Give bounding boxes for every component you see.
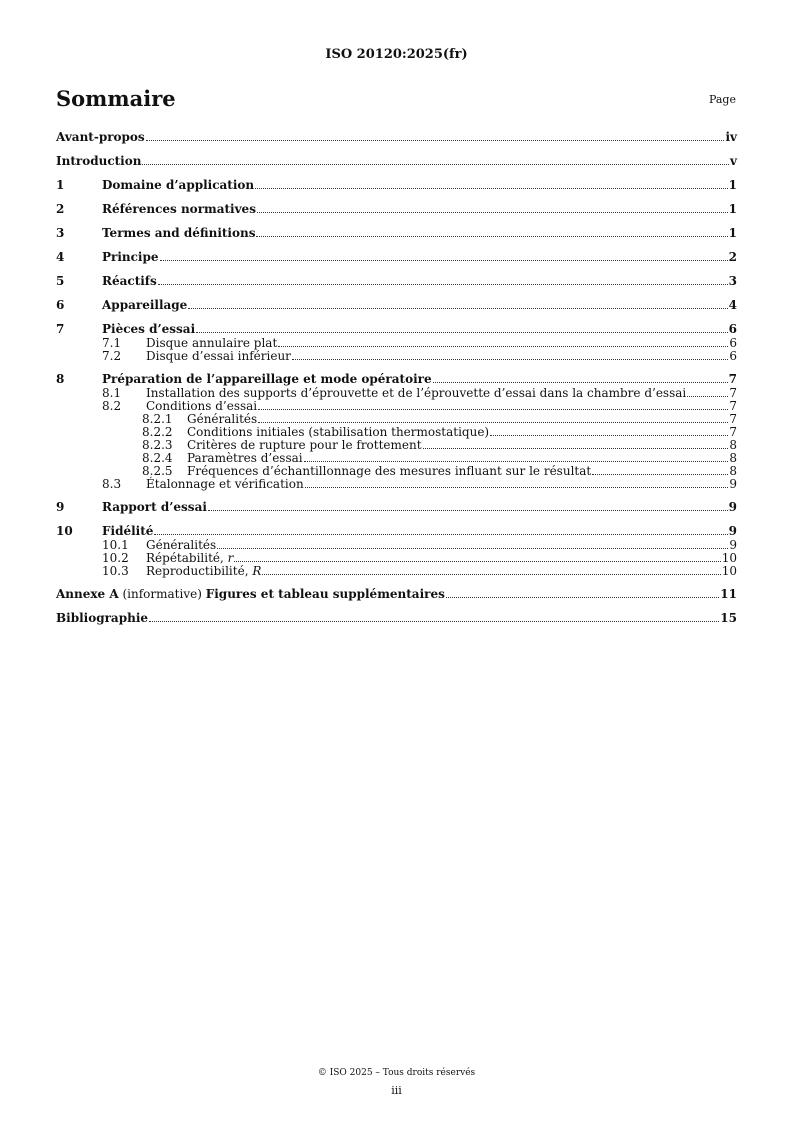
dot-leader — [234, 561, 720, 562]
toc-entry-number: 10.2 — [102, 551, 129, 565]
toc-entry-label: Disque d’essai inférieur — [146, 349, 291, 363]
dot-leader — [146, 140, 725, 141]
dot-leader — [433, 382, 728, 383]
toc-entry-page: 7 — [728, 372, 737, 386]
toc-entry-number: 8.2.3 — [142, 438, 173, 452]
toc-entry-introduction[interactable] — [56, 154, 737, 169]
toc-entry-page: 8 — [729, 464, 737, 478]
toc-entry-number: 7.1 — [102, 336, 122, 350]
dot-leader — [142, 164, 729, 165]
toc-entry-label: Critères de rupture pour le frottement — [187, 438, 422, 452]
toc-entry-section-8[interactable] — [56, 372, 737, 387]
toc-entry-page: iv — [725, 130, 737, 144]
toc-entry-section-10-3[interactable] — [56, 565, 737, 578]
toc-entry-page: 10 — [721, 551, 737, 565]
toc-entry-number: 7.2 — [102, 349, 122, 363]
toc-entry-section-3[interactable] — [56, 226, 737, 241]
toc-entry-label: Fidélité — [102, 524, 154, 538]
toc-entry-number: 5 — [56, 274, 65, 288]
toc-entry-number: 9 — [56, 500, 65, 514]
toc-entry-number: 10 — [56, 524, 73, 538]
toc-entry-number: 8 — [56, 372, 65, 386]
toc-entry-label: Fréquences d’échantillonnage des mesures influant sur le résultat — [187, 464, 592, 478]
toc-entry-number: 7 — [56, 322, 65, 336]
toc-entry-avant-propos[interactable] — [56, 130, 737, 145]
toc-entry-label-text: Répétabilité, — [146, 551, 228, 565]
dot-leader — [188, 308, 727, 309]
table-of-contents — [56, 130, 737, 626]
toc-entry-label: Généralités — [187, 412, 258, 426]
toc-entry-section-9[interactable] — [56, 500, 737, 515]
toc-entry-label: Étalonnage et vérification — [146, 477, 304, 491]
toc-entry-number: 8.2.1 — [142, 412, 173, 426]
toc-entry-label: Disque annulaire plat — [146, 336, 278, 350]
dot-leader — [305, 487, 729, 488]
toc-entry-page: 9 — [729, 538, 737, 552]
toc-entry-section-7-2[interactable] — [56, 350, 737, 363]
toc-entry-label: Références normatives — [102, 202, 256, 216]
dot-leader — [255, 188, 728, 189]
toc-entry-label-text: Reproductibilité, — [146, 564, 253, 578]
toc-entry-label: Appareillage — [102, 298, 188, 312]
dot-leader — [292, 359, 728, 360]
toc-entry-label: Termes and définitions — [102, 226, 256, 240]
toc-entry-page: 9 — [728, 500, 737, 514]
toc-entry-page: 9 — [728, 524, 737, 538]
toc-entry-page: 1 — [728, 226, 737, 240]
toc-entry-page: 6 — [729, 349, 737, 363]
toc-entry-label: Pièces d’essai — [102, 322, 196, 336]
toc-entry-page: 1 — [728, 178, 737, 192]
toc-entry-page: 9 — [729, 477, 737, 491]
dot-leader — [278, 346, 728, 347]
toc-entry-number: 3 — [56, 226, 65, 240]
dot-leader — [208, 510, 728, 511]
dot-leader — [446, 597, 719, 598]
toc-entry-label — [56, 587, 445, 602]
toc-entry-annex-a[interactable] — [56, 587, 737, 602]
dot-leader — [154, 534, 727, 535]
toc-entry-label: Domaine d’application — [102, 178, 255, 192]
toc-entry-section-8-3[interactable] — [56, 478, 737, 491]
toc-entry-number: 8.1 — [102, 386, 122, 400]
toc-entry-page: 7 — [729, 425, 737, 439]
toc-entry-label: Généralités — [146, 538, 217, 552]
toc-entry-variable: r — [227, 551, 234, 565]
toc-entry-page: 6 — [729, 336, 737, 350]
toc-entry-number: 8.2 — [102, 399, 122, 413]
toc-entry-label: Introduction — [56, 154, 142, 168]
toc-entry-page: 15 — [720, 611, 737, 625]
page-title: Sommaire — [56, 86, 176, 111]
toc-entry-number: 10.1 — [102, 538, 129, 552]
toc-entry-page: 7 — [729, 386, 737, 400]
toc-entry-number: 6 — [56, 298, 65, 312]
annex-label: Annexe A — [56, 587, 119, 601]
toc-entry-label: Conditions d’essai — [146, 399, 258, 413]
toc-entry-label: Bibliographie — [56, 611, 149, 625]
toc-entry-number: 2 — [56, 202, 65, 216]
toc-entry-label: Préparation de l’appareillage et mode opératoire — [102, 372, 432, 386]
toc-entry-section-5[interactable] — [56, 274, 737, 289]
toc-entry-label: Principe — [102, 250, 159, 264]
toc-entry-page: 7 — [729, 412, 737, 426]
toc-entry-number: 1 — [56, 178, 65, 192]
dot-leader — [258, 409, 728, 410]
dot-leader — [257, 212, 728, 213]
toc-entry-page: 3 — [728, 274, 737, 288]
toc-entry-label: Installation des supports d’éprouvette et de l’éprouvette d’essai dans la chambre d’essai — [146, 386, 687, 400]
toc-entry-number: 8.3 — [102, 477, 122, 491]
toc-entry-page: 6 — [728, 322, 737, 336]
toc-entry-label: Avant-propos — [56, 130, 145, 144]
toc-entry-page: 8 — [729, 451, 737, 465]
dot-leader — [217, 548, 728, 549]
toc-entry-label: Paramètres d’essai — [187, 451, 303, 465]
toc-entry-label: Conditions initiales (stabilisation thermostatique) — [187, 425, 490, 439]
toc-entry-variable: R — [252, 564, 262, 578]
toc-entry-section-4[interactable] — [56, 250, 737, 265]
toc-entry-section-7[interactable] — [56, 322, 737, 337]
dot-leader — [423, 448, 729, 449]
toc-entry-page: 7 — [729, 399, 737, 413]
page-column-label: Page — [708, 93, 736, 106]
toc-entry-page: 11 — [720, 587, 737, 601]
document-header: ISO 20120:2025(fr) — [325, 47, 468, 62]
toc-entry-section-1[interactable] — [56, 178, 737, 193]
dot-leader — [158, 284, 728, 285]
dot-leader — [256, 236, 727, 237]
toc-entry-label: Rapport d’essai — [102, 500, 207, 514]
toc-entry-section-2[interactable] — [56, 202, 737, 217]
toc-entry-page: 8 — [729, 438, 737, 452]
dot-leader — [149, 621, 719, 622]
toc-entry-number: 10.3 — [102, 564, 129, 578]
toc-entry-number: 8.2.5 — [142, 464, 173, 478]
toc-entry-page: 2 — [728, 250, 737, 264]
toc-entry-number: 4 — [56, 250, 65, 264]
toc-entry-section-10[interactable] — [56, 524, 737, 539]
annex-qualifier: (informative) — [118, 587, 206, 601]
toc-entry-label: Réactifs — [102, 274, 157, 288]
toc-entry-label — [146, 565, 261, 578]
dot-leader — [160, 260, 728, 261]
dot-leader — [687, 396, 728, 397]
dot-leader — [592, 474, 728, 475]
copyright-notice: © ISO 2025 – Tous droits réservés — [317, 1068, 476, 1078]
toc-entry-number: 8.2.2 — [142, 425, 173, 439]
toc-entry-page: 4 — [728, 298, 737, 312]
toc-entry-page: 10 — [721, 564, 737, 578]
page-number: iii — [391, 1084, 402, 1097]
dot-leader — [196, 332, 728, 333]
toc-entry-section-6[interactable] — [56, 298, 737, 313]
dot-leader — [490, 435, 728, 436]
toc-entry-page: v — [730, 154, 737, 168]
dot-leader — [304, 461, 729, 462]
toc-entry-number: 8.2.4 — [142, 451, 173, 465]
dot-leader — [262, 574, 720, 575]
dot-leader — [258, 422, 728, 423]
toc-entry-bibliographie[interactable] — [56, 611, 737, 626]
annex-title: Figures et tableau supplémentaires — [205, 587, 445, 601]
toc-entry-page: 1 — [728, 202, 737, 216]
